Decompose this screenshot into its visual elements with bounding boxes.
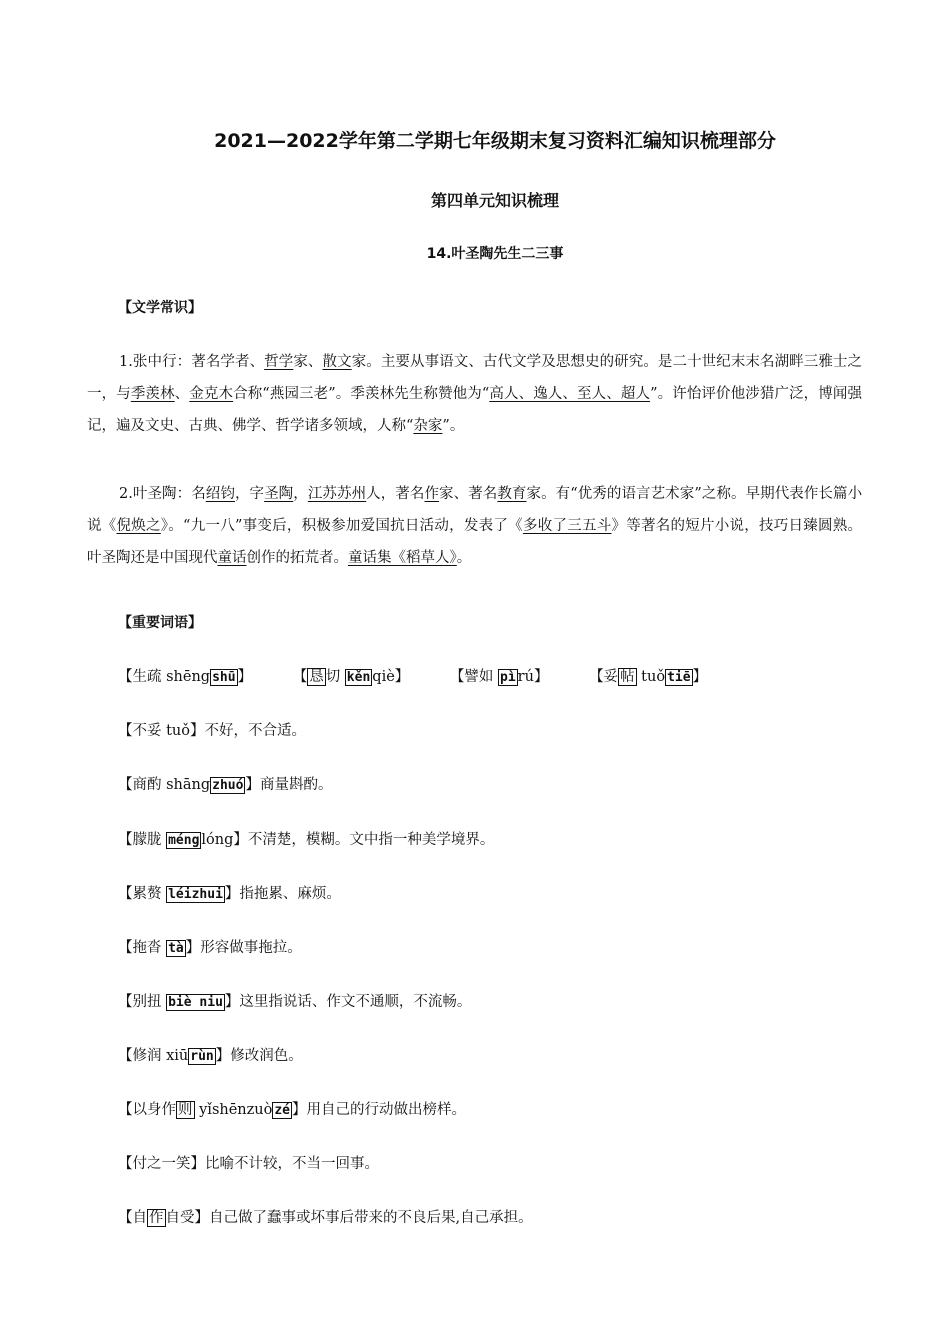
- vocab-item: 【修润 xiū rùn 】修改润色。: [118, 1048, 303, 1064]
- vocab-item: 【不妥 tuǒ】不好，不合适。: [118, 723, 307, 739]
- lesson-title: 14.叶圣陶先生二三事: [426, 246, 564, 262]
- document-title: 2021—2022学年第二学期七年级期末复习资料汇编知识梳理部分: [214, 130, 776, 152]
- vocab-item: 【妥 帖 tuǒ tiē 】: [589, 669, 708, 685]
- vocab-item: 【朦胧 méng lóng】不清楚，模糊。文中指一种美学境界。: [118, 832, 495, 848]
- section-heading-vocab: 【重要词语】: [118, 615, 202, 631]
- paragraph-ye-shengtao: 2.叶圣陶：名绍钧，字圣陶，江苏苏州人，著名作家、著名教育家。有“优秀的语言艺术家”之称。早期代表作长篇小说《倪焕之》。“九一八”事变后，积极参加爱国抗日活动，发表了《多收了三五斗》等著名的短片小说，技巧日臻圆熟。叶圣陶还是中国现代童话创作的拓荒者。童话集《稻草人》。: [87, 486, 863, 566]
- unit-subtitle: 第四单元知识梳理: [430, 191, 559, 210]
- vocab-item: 【以身作 则 yǐshēnzuò zé 】用自己的行动做出榜样。: [118, 1102, 467, 1118]
- vocab-item: 【付之一笑】比喻不计较，不当一回事。: [118, 1156, 379, 1172]
- vocab-item: 【 恳 切 kěn qiè】: [292, 669, 410, 685]
- vocab-item: 【商酌 shāng zhuó 】商量斟酌。: [118, 777, 333, 793]
- section-heading-literature: 【文学常识】: [118, 300, 202, 316]
- vocab-item: 【累赘 léizhui 】指拖累、麻烦。: [118, 886, 341, 902]
- vocab-item: 【譬如 pì rú】: [449, 669, 549, 685]
- vocab-row-1: [118, 665, 707, 686]
- paragraph-zhang-zhongxing: 1.张中行：著名学者、哲学家、散文家。主要从事语文、古代文学及思想史的研究。是二十世纪末末名湖畔三雅士之一，与季羡林、金克木合称“燕园三老”。季羡林先生称赞他为“高人、逸人、至人、超人”。许怡评价他涉猎广泛，博闻强记，遍及文史、古典、佛学、哲学诸多领域，人称“杂家”。: [87, 354, 863, 434]
- vocab-item: 【生疏 shēng shū 】: [118, 669, 253, 685]
- vocab-item: 【别扭 biè niu 】这里指说话、作文不通顺，不流畅。: [118, 994, 472, 1010]
- vocab-item: 【拖沓 tà 】形容做事拖拉。: [118, 940, 302, 956]
- vocab-item: 【自 作 自受】自己做了蠢事或坏事后带来的不良后果,自己承担。: [118, 1210, 533, 1226]
